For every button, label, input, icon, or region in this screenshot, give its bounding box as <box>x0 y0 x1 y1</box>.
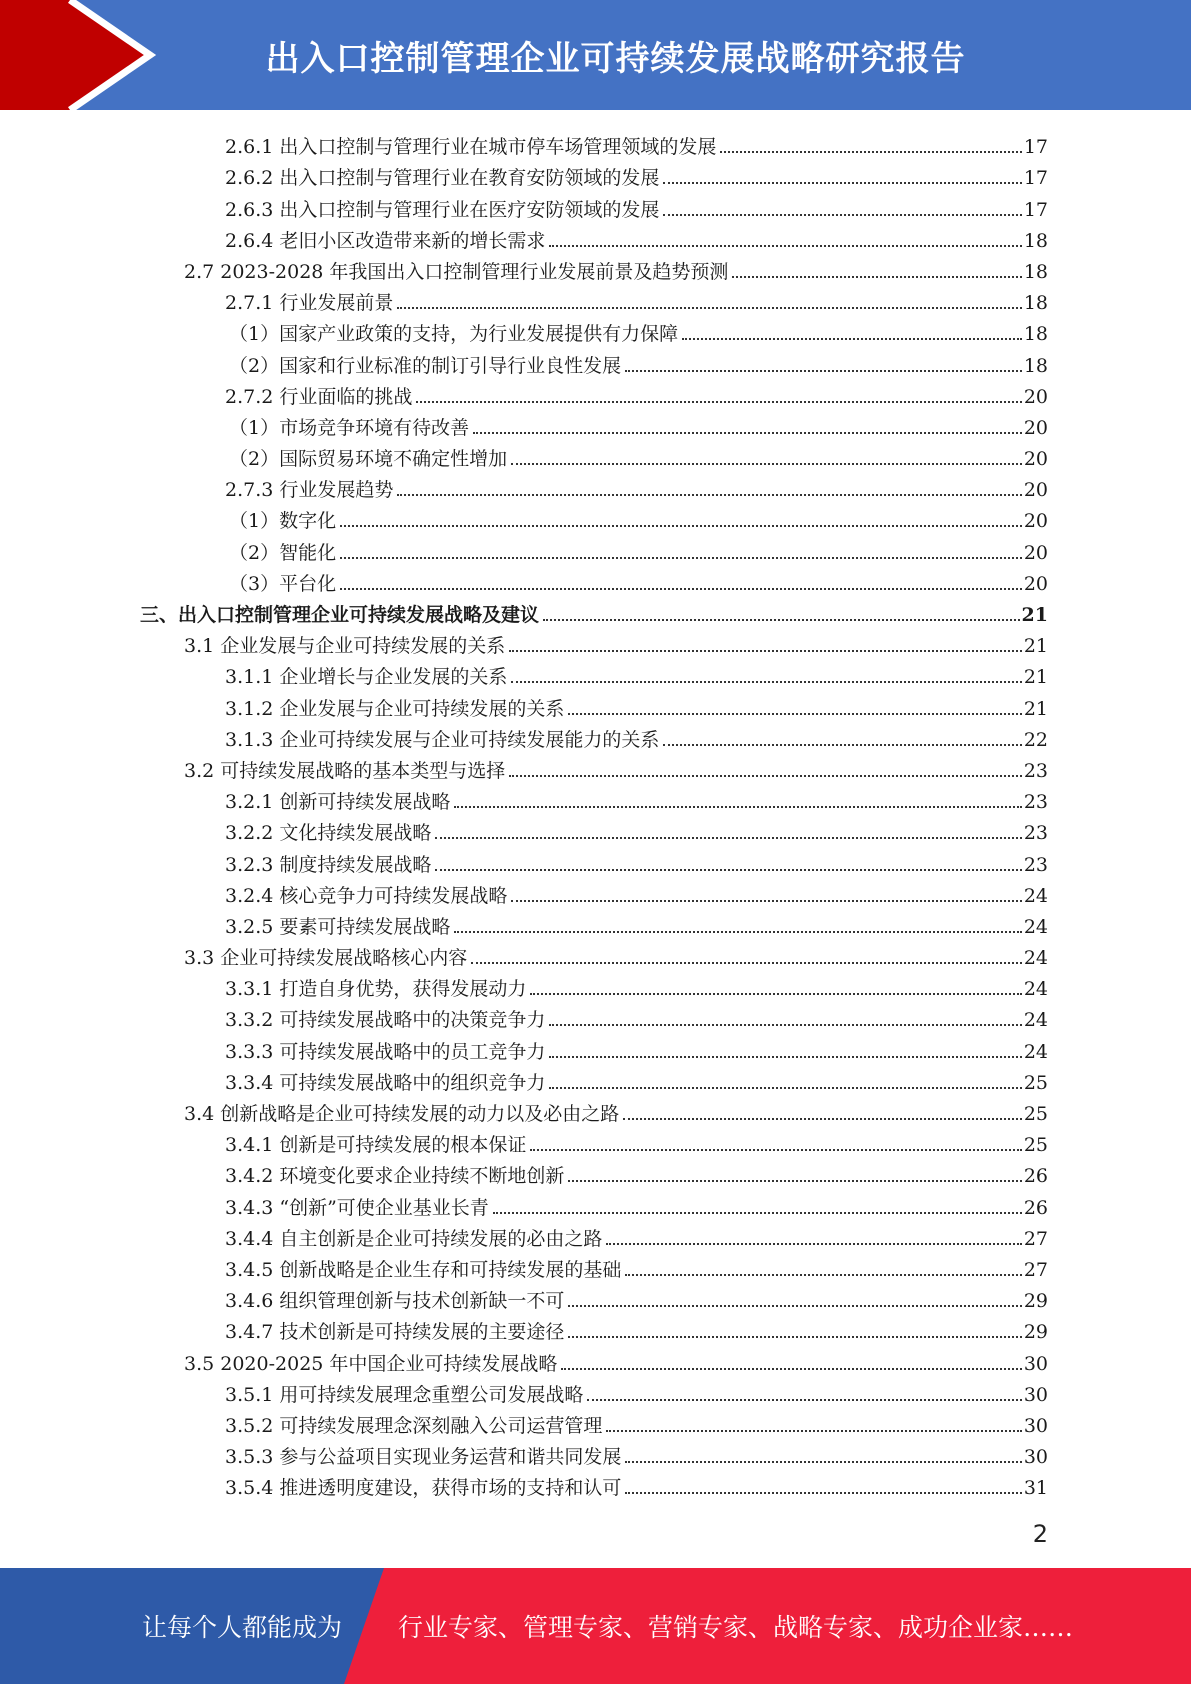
toc-entry[interactable] <box>140 596 1048 627</box>
toc-entry[interactable] <box>140 752 1048 783</box>
toc-dot-leader <box>568 1180 1021 1182</box>
toc-dot-leader <box>587 1399 1021 1401</box>
toc-entry-page: 22 <box>1023 728 1048 751</box>
toc-entry-page: 18 <box>1023 292 1048 315</box>
toc-entry-label: 3.4.5 创新战略是企业生存和可持续发展的基础 <box>225 1258 622 1281</box>
toc-entry-label: （1）数字化 <box>229 510 337 533</box>
toc-entry-label: （2）国家和行业标准的制订引导行业良性发展 <box>229 354 622 377</box>
toc-dot-leader <box>682 338 1022 340</box>
toc-entry-label: 3.3.2 可持续发展战略中的决策竞争力 <box>225 1009 546 1032</box>
toc-dot-leader <box>606 1430 1021 1432</box>
toc-entry[interactable] <box>140 1251 1048 1282</box>
toc-entry[interactable] <box>140 471 1048 502</box>
toc-entry-label: （2）智能化 <box>229 541 337 564</box>
table-of-contents <box>140 128 1048 1500</box>
toc-entry[interactable] <box>140 378 1048 409</box>
toc-entry-label: 2.6.4 老旧小区改造带来新的增长需求 <box>225 229 546 252</box>
toc-dot-leader <box>625 1492 1021 1494</box>
toc-entry[interactable] <box>140 565 1048 596</box>
toc-entry[interactable] <box>140 1407 1048 1438</box>
toc-entry[interactable] <box>140 1064 1048 1095</box>
toc-dot-leader <box>625 1461 1021 1463</box>
toc-entry-label: 3.1.3 企业可持续发展与企业可持续发展能力的关系 <box>225 728 660 751</box>
toc-entry-label: （3）平台化 <box>229 572 337 595</box>
toc-entry-label: 3.3.4 可持续发展战略中的组织竞争力 <box>225 1071 546 1094</box>
toc-entry-page: 23 <box>1023 853 1048 876</box>
toc-entry-page: 21 <box>1023 697 1048 720</box>
toc-entry-page: 24 <box>1023 978 1048 1001</box>
toc-entry-label: 2.7.1 行业发展前景 <box>225 292 394 315</box>
toc-entry[interactable] <box>140 1001 1048 1032</box>
toc-entry-page: 24 <box>1023 1009 1048 1032</box>
toc-dot-leader <box>511 900 1021 902</box>
toc-entry-page: 18 <box>1023 323 1048 346</box>
toc-entry-page: 30 <box>1023 1383 1048 1406</box>
toc-entry-page: 17 <box>1023 136 1048 159</box>
toc-dot-leader <box>561 1368 1021 1370</box>
toc-entry[interactable] <box>140 284 1048 315</box>
toc-entry[interactable] <box>140 222 1048 253</box>
toc-entry-label: 2.6.2 出入口控制与管理行业在教育安防领域的发展 <box>225 167 660 190</box>
toc-entry-label: （1）国家产业政策的支持，为行业发展提供有力保障 <box>229 323 679 346</box>
toc-dot-leader <box>397 307 1021 309</box>
toc-entry[interactable] <box>140 1313 1048 1344</box>
toc-entry-page: 30 <box>1023 1446 1048 1469</box>
toc-entry-label: 3.4.7 技术创新是可持续发展的主要途径 <box>225 1321 565 1344</box>
toc-entry[interactable] <box>140 315 1048 346</box>
toc-entry[interactable] <box>140 689 1048 720</box>
toc-entry[interactable] <box>140 908 1048 939</box>
toc-entry-page: 30 <box>1023 1352 1048 1375</box>
toc-dot-leader <box>530 1149 1021 1151</box>
toc-dot-leader <box>568 713 1021 715</box>
toc-entry[interactable] <box>140 814 1048 845</box>
toc-entry-label: 2.6.3 出入口控制与管理行业在医疗安防领域的发展 <box>225 198 660 221</box>
toc-entry-label: 3.5.2 可持续发展理念深刻融入公司运营管理 <box>225 1414 603 1437</box>
toc-entry-label: 3.4.3 “创新”可使企业基业长青 <box>225 1196 489 1219</box>
toc-entry-label: 3.3 企业可持续发展战略核心内容 <box>184 947 468 970</box>
toc-entry-label: 3.3.1 打造自身优势，获得发展动力 <box>225 978 527 1001</box>
toc-entry[interactable] <box>140 1220 1048 1251</box>
toc-entry-page: 29 <box>1023 1321 1048 1344</box>
toc-dot-leader <box>340 557 1022 559</box>
toc-entry-page: 31 <box>1023 1477 1048 1500</box>
toc-entry-label: 三、出入口控制管理企业可持续发展战略及建议 <box>140 604 540 626</box>
toc-entry-label: 3.1 企业发展与企业可持续发展的关系 <box>184 635 506 658</box>
toc-dot-leader <box>530 993 1021 995</box>
toc-entry[interactable] <box>140 159 1048 190</box>
toc-entry[interactable] <box>140 346 1048 377</box>
footer-slogan-right: 行业专家、管理专家、营销专家、战略专家、成功企业家…… <box>398 1613 1074 1642</box>
toc-entry-label: 3.2.2 文化持续发展战略 <box>225 822 432 845</box>
toc-entry-label: 3.5.3 参与公益项目实现业务运营和谐共同发展 <box>225 1446 622 1469</box>
footer-slogan-left: 让每个人都能成为 <box>142 1613 343 1642</box>
toc-entry-page: 17 <box>1023 167 1048 190</box>
toc-entry-label: 3.4.1 创新是可持续发展的根本保证 <box>225 1134 527 1157</box>
toc-dot-leader <box>416 401 1021 403</box>
toc-entry[interactable] <box>140 1438 1048 1469</box>
toc-entry[interactable] <box>140 1376 1048 1407</box>
header-arrow-decoration <box>0 0 160 110</box>
toc-entry[interactable] <box>140 190 1048 221</box>
toc-entry-page: 25 <box>1023 1071 1048 1094</box>
toc-entry-label: 2.7.3 行业发展趋势 <box>225 479 394 502</box>
toc-dot-leader <box>568 1336 1021 1338</box>
toc-entry[interactable] <box>140 409 1048 440</box>
toc-entry[interactable] <box>140 128 1048 159</box>
toc-entry[interactable] <box>140 1344 1048 1375</box>
toc-entry-page: 23 <box>1023 759 1048 782</box>
toc-dot-leader <box>340 588 1022 590</box>
toc-entry-page: 20 <box>1023 416 1048 439</box>
toc-dot-leader <box>549 245 1021 247</box>
toc-entry-page: 20 <box>1023 510 1048 533</box>
toc-dot-leader <box>568 1305 1021 1307</box>
toc-entry-page: 25 <box>1023 1103 1048 1125</box>
toc-dot-leader <box>454 931 1021 933</box>
toc-entry-label: 3.1.2 企业发展与企业可持续发展的关系 <box>225 697 565 720</box>
toc-entry-page: 25 <box>1023 1134 1048 1157</box>
toc-dot-leader <box>509 650 1022 652</box>
toc-entry-label: 3.2.3 制度持续发展战略 <box>225 853 432 876</box>
toc-dot-leader <box>625 1274 1021 1276</box>
toc-entry[interactable] <box>140 1032 1048 1063</box>
toc-dot-leader <box>663 182 1021 184</box>
toc-entry[interactable] <box>140 721 1048 752</box>
toc-entry-page: 23 <box>1023 822 1048 845</box>
toc-entry-label: 3.4.2 环境变化要求企业持续不断地创新 <box>225 1165 565 1188</box>
page-footer <box>0 1568 1191 1684</box>
toc-entry-page: 18 <box>1023 354 1048 377</box>
toc-entry[interactable] <box>140 533 1048 564</box>
toc-dot-leader <box>663 744 1021 746</box>
toc-entry-label: 3.4.6 组织管理创新与技术创新缺一不可 <box>225 1290 565 1313</box>
toc-entry-page: 27 <box>1023 1258 1048 1281</box>
toc-entry-page: 26 <box>1023 1196 1048 1219</box>
toc-entry-label: 3.4.4 自主创新是企业可持续发展的必由之路 <box>225 1227 603 1250</box>
toc-entry-page: 24 <box>1023 947 1048 970</box>
toc-entry-page: 29 <box>1023 1290 1048 1313</box>
toc-dot-leader <box>549 1024 1021 1026</box>
toc-entry-page: 18 <box>1023 229 1048 252</box>
toc-entry[interactable] <box>140 627 1048 658</box>
toc-entry-page: 21 <box>1023 635 1048 658</box>
toc-dot-leader <box>606 1243 1021 1245</box>
toc-dot-leader <box>435 869 1021 871</box>
toc-dot-leader <box>435 837 1021 839</box>
toc-entry[interactable] <box>140 970 1048 1001</box>
toc-entry[interactable] <box>140 1469 1048 1500</box>
toc-entry-label: 2.6.1 出入口控制与管理行业在城市停车场管理领域的发展 <box>225 136 717 159</box>
toc-dot-leader <box>511 681 1021 683</box>
toc-dot-leader <box>454 806 1021 808</box>
toc-dot-leader <box>493 1212 1022 1214</box>
toc-entry-page: 24 <box>1023 915 1048 938</box>
toc-entry-label: 3.2.5 要素可持续发展战略 <box>225 915 451 938</box>
toc-entry-page: 24 <box>1023 1040 1048 1063</box>
toc-entry-page: 20 <box>1023 572 1048 595</box>
toc-entry-label: 3.5.1 用可持续发展理念重塑公司发展战略 <box>225 1383 584 1406</box>
toc-entry-page: 26 <box>1023 1165 1048 1188</box>
toc-entry-page: 24 <box>1023 884 1048 907</box>
toc-dot-leader <box>340 525 1022 527</box>
toc-entry-label: 3.2.4 核心竞争力可持续发展战略 <box>225 884 508 907</box>
toc-entry-label: 3.5 2020-2025 年中国企业可持续发展战略 <box>184 1352 558 1375</box>
toc-entry-page: 20 <box>1023 448 1048 471</box>
toc-entry[interactable] <box>140 1095 1048 1126</box>
toc-entry[interactable] <box>140 1188 1048 1219</box>
toc-entry-label: 3.2.1 创新可持续发展战略 <box>225 791 451 814</box>
toc-dot-leader <box>549 1056 1021 1058</box>
toc-entry-label: 3.2 可持续发展战略的基本类型与选择 <box>184 759 506 782</box>
toc-entry-page: 17 <box>1023 198 1048 221</box>
toc-entry[interactable] <box>140 1157 1048 1188</box>
toc-entry[interactable] <box>140 877 1048 908</box>
toc-entry-label: 3.3.3 可持续发展战略中的员工竞争力 <box>225 1040 546 1063</box>
toc-dot-leader <box>732 276 1021 278</box>
toc-entry-page: 18 <box>1023 260 1048 283</box>
toc-entry[interactable] <box>140 1282 1048 1313</box>
toc-dot-leader <box>720 151 1021 153</box>
page-header <box>0 0 1191 110</box>
toc-dot-leader <box>549 1087 1021 1089</box>
toc-dot-leader <box>623 1118 1022 1120</box>
toc-entry-page: 21 <box>1023 666 1048 689</box>
toc-entry[interactable] <box>140 253 1048 284</box>
toc-entry[interactable] <box>140 1126 1048 1157</box>
report-title: 出入口控制管理企业可持续发展战略研究报告 <box>265 38 966 79</box>
toc-entry-label: 2.7 2023-2028 年我国出入口控制管理行业发展前景及趋势预测 <box>184 260 729 283</box>
toc-dot-leader <box>511 463 1022 465</box>
toc-dot-leader <box>625 370 1022 372</box>
toc-dot-leader <box>473 432 1022 434</box>
toc-entry[interactable] <box>140 845 1048 876</box>
toc-entry-label: （2）国际贸易环境不确定性增加 <box>229 448 508 471</box>
toc-entry-page: 20 <box>1023 541 1048 564</box>
toc-dot-leader <box>543 619 1020 621</box>
toc-entry-page: 20 <box>1023 479 1048 502</box>
toc-entry-label: 3.1.1 企业增长与企业发展的关系 <box>225 666 508 689</box>
toc-entry-page: 20 <box>1023 385 1048 408</box>
toc-entry[interactable] <box>140 440 1048 471</box>
toc-entry-label: （1）市场竞争环境有待改善 <box>229 416 470 439</box>
toc-dot-leader <box>663 214 1021 216</box>
toc-entry-page: 27 <box>1023 1227 1048 1250</box>
toc-entry[interactable] <box>140 783 1048 814</box>
toc-dot-leader <box>471 962 1022 964</box>
toc-entry-page: 23 <box>1023 791 1048 814</box>
toc-entry-page: 21 <box>1021 604 1048 626</box>
toc-dot-leader <box>509 775 1022 777</box>
toc-entry-page: 30 <box>1023 1414 1048 1437</box>
toc-dot-leader <box>397 494 1021 496</box>
toc-entry-label: 2.7.2 行业面临的挑战 <box>225 385 413 408</box>
toc-entry-label: 3.5.4 推进透明度建设，获得市场的支持和认可 <box>225 1477 622 1500</box>
toc-entry[interactable] <box>140 939 1048 970</box>
toc-entry[interactable] <box>140 658 1048 689</box>
toc-entry[interactable] <box>140 502 1048 533</box>
toc-entry-label: 3.4 创新战略是企业可持续发展的动力以及必由之路 <box>184 1103 620 1125</box>
page-number: 2 <box>1032 1520 1048 1548</box>
